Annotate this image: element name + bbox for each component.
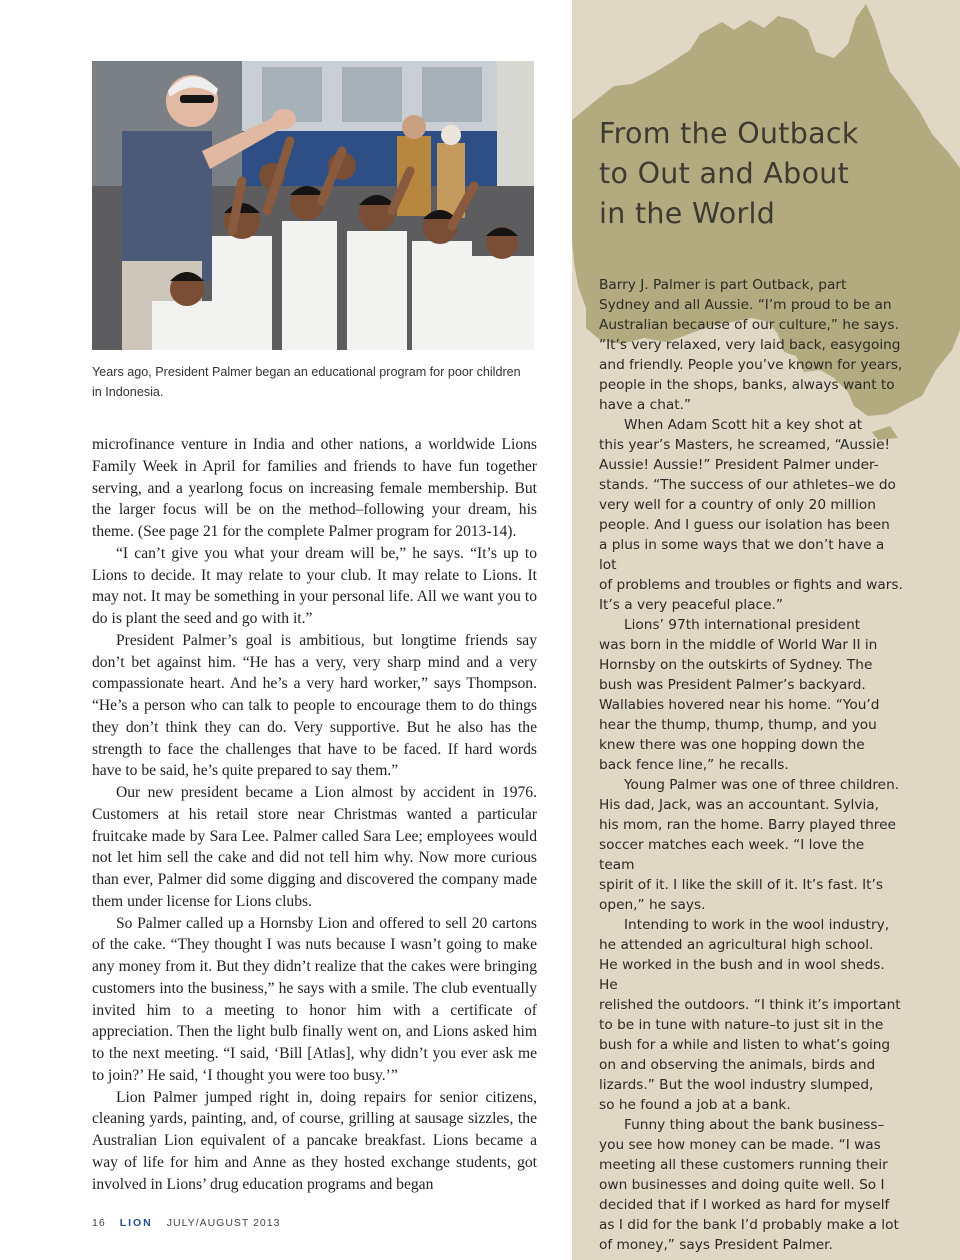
sidebar-body [599,275,903,1255]
sidebar-paragraph: Lions’ 97th international president was born in the middle of World War II in Hornsby on the outskirts of Sydney. The bush was President Palmer’s backyard. Wallabies hovered near his home. “You’d hear the thump, thump, thump, and you knew there was one hopping down the back fence line,” he recalls. [599,617,880,773]
photo-caption: Years ago, President Palmer began an educational program for poor children in Indonesia. [92,365,521,399]
issue-date: JULY/AUGUST 2013 [166,1217,281,1229]
sidebar-paragraph: Funny thing about the bank business– you see how money can be made. “I was meeting all these customers running their own businesses and doing quite well. So I decided that if I worked as hard for myself as I did for the bank I’d probably make a lot of money,” says President Palmer. [599,1117,899,1253]
article-photo [92,61,534,350]
magazine-name: LION [119,1217,153,1229]
paragraph: “I can’t give you what your dream will be,” he says. “It’s up to Lions to decide. It may relate to your club. It may relate to Lions. It may not. It may be something in your personal life. All we want you to do is plant the seed and go with it.” [92,544,537,627]
sidebar-paragraph: Young Palmer was one of three children. His dad, Jack, was an accountant. Sylvia, his mom, ran the home. Barry played three soccer matches each week. “I love the team spirit of it. I like the skill of it. It’s fast. It’s open,” he says. [599,777,900,913]
paragraph: So Palmer called up a Hornsby Lion and offered to sell 20 cartons of the cake. “They thought I was nuts because I wasn’t going to make any money from it. But they didn’t realize that the cakes were bringing customers into the business,” he says with a smile. The club eventually invited him to a meeting to honor him with a certificate of appreciation. Then the light bulb finally went on, and Lions asked him to the next meeting. “I said, ‘Bill [Atlas], why didn’t you ever ask me to join?’ He said, ‘I thought you were too busy.’” [92,914,537,1084]
paragraph: President Palmer’s goal is ambitious, but longtime friends say don’t bet against him. “He has a very, very sharp mind and a very compassionate heart. And he’s a very hard worker,” says Thompson. “He’s a person who can talk to people to encourage them to do things they don’t think they can do. Very supportive. But he also has the strength to face the challenges that have to be faced. If hard words have to be said, he’s quite prepared to say them.” [92,631,537,780]
page-number: 16 [92,1217,106,1229]
page-footer [92,1217,280,1229]
sidebar-title-text: From the Outback to Out and About in the World [599,117,859,230]
paragraph: microfinance venture in India and other nations, a worldwide Lions Family Week in April for families and friends to have fun together serving, and a yearlong focus on increasing female membership. But the larger focus will be on the method–following your dream, his theme. (See page 21 for the complete Palmer program for 2013-14). [92,436,537,540]
photo-scene [92,61,534,350]
paragraph: Lion Palmer jumped right in, doing repairs for senior citizens, cleaning yards, painting, and, of course, grilling at sausage sizzles, the Australian Lion equivalent of a pancake breakfast. Lions became a way of life for him and Anne as they hosted exchange students, got involved in Lions’ drug education programs and began [92,1088,537,1193]
paragraph: Our new president became a Lion almost by accident in 1976. Customers at his retail store near Christmas wanted a particular fruitcake made by Sara Lee. Palmer called Sara Lee; employees would not let him sell the cake and did not tell him why. Now more curious than ever, Palmer did some digging and discovered the company made them under license for Lions clubs. [92,784,537,910]
sidebar-title [599,114,899,234]
sidebar-paragraph: When Adam Scott hit a key shot at this year’s Masters, he screamed, “Aussie! Aussie! Aussie!” President Palmer under- stands. “The success of our athletes–we do very well for a country of only 20 million people. And I guess our isolation has been a plus in some ways that we don’t have a lot of problems and troubles or fights and wars. It’s a very peaceful place.” [599,417,903,613]
sidebar-paragraph: Intending to work in the wool industry, he attended an agricultural high school. He worked in the bush and in wool sheds. He relished the outdoors. “I think it’s important to be in tune with nature–to just sit in the bush for a while and listen to what’s going on and observing the animals, birds and lizards.” But the wool industry slumped, so he found a job at a bank. [599,917,901,1113]
article-body [92,434,537,1195]
sidebar-paragraph: Barry J. Palmer is part Outback, part Sydney and all Aussie. “I’m proud to be an Australian because of our culture,” he says. “It’s very relaxed, very laid back, easygoing and friendly. People you’ve known for years, people in the shops, banks, always want to have a chat.” [599,277,903,413]
